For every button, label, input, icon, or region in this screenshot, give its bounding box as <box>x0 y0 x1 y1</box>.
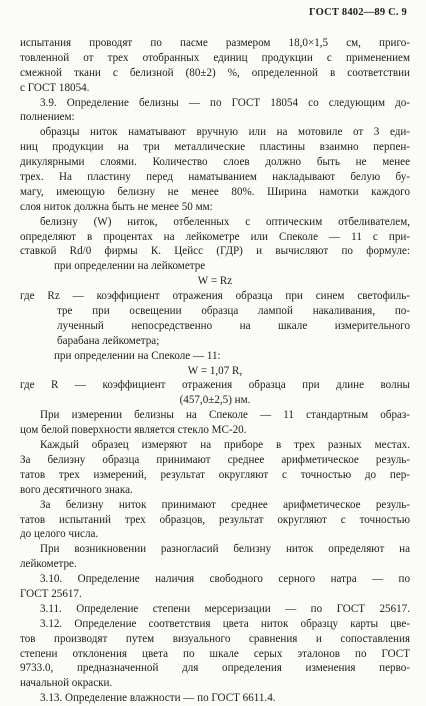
text-line: 3.10. Определение наличия свободного серного натра — по <box>40 573 410 586</box>
text-line: W = 1,07 R, <box>187 364 243 377</box>
text-line: цом белой поверхности является стекло МС-20. <box>20 424 247 437</box>
text-line: татов испытаний трех образцов, результат округляют с точностью <box>20 513 410 526</box>
text-line: где Rz — коэффициент отражения образца при синем светофиль- <box>20 290 410 303</box>
page-header: ГОСТ 8402—89 С. 9 <box>308 7 407 18</box>
text-line: 3.12. Определение соответствия цвета ниток образцу карты цве- <box>40 617 410 630</box>
text-line: 3.11. Определение степени мерсеризации — по ГОСТ 25617. <box>40 602 410 615</box>
text-line: белизну (W) ниток, отбеленных с оптическим отбеливателем, <box>40 215 410 228</box>
text-line: при определении на Спеколе — 11: <box>54 349 221 362</box>
text-line: татов трех измерений, результат округляют с точностью до пер- <box>20 468 410 481</box>
text-line: ГОСТ 25617. <box>20 587 82 600</box>
text-line: при определении на лейкометре <box>54 260 206 273</box>
text-line: дикулярными слоями. Количество слоев должно быть не менее <box>20 156 410 169</box>
text-line: лученный непосредственно на шкале измерительного <box>57 319 410 332</box>
text-line: лейкометре. <box>20 558 77 571</box>
text-line: тре при освещении образца лампой накаливания, по- <box>57 305 410 318</box>
text-line: ставкой Rd/0 фирмы К. Цейсс (ГДР) и вычисляют по формуле: <box>20 245 410 258</box>
text-line: За белизну образца принимают среднее арифметическое резуль- <box>20 453 410 466</box>
text-line: определяют в процентах на лейкометре или Спеколе — 11 с при- <box>20 230 410 243</box>
text-line: полнением: <box>20 111 75 124</box>
text-line: до целого числа. <box>20 528 99 541</box>
text-line: W = Rz <box>197 275 233 288</box>
body-text <box>20 36 410 706</box>
text-line: тов производят путем визуального сравнения и сопоставления <box>20 632 410 645</box>
text-line: 3.9. Определение белизны — по ГОСТ 18054 со следующим до- <box>40 96 410 109</box>
text-line: образцы ниток наматывают вручную или на мотовиле от 3 еди- <box>40 126 410 139</box>
text-line: За белизну ниток принимают среднее арифметическое резуль- <box>40 498 410 511</box>
text-line: 3.13. Определение влажности — по ГОСТ 6611.4. <box>40 692 276 705</box>
text-line: где R — коэффициент отражения образца при длине волны <box>20 379 410 392</box>
text-line: барабана лейкометра; <box>57 334 160 347</box>
text-line: товленной от трех отобранных единиц продукции с применением <box>20 51 410 64</box>
text-line: испытания проводят по пасме размером 18,0×1,5 см, приго- <box>20 37 410 49</box>
text-line: трех. На пластину перед наматыванием накладывают белую бу- <box>20 171 410 184</box>
text-line: смежной ткани с белизной (80±2) %, определенной в соответствии <box>20 66 410 79</box>
text-line: с ГОСТ 18054. <box>20 81 90 94</box>
text-line: слоя ниток должна быть не менее 50 мм: <box>20 200 213 213</box>
text-line: ниц продукции на три металлические пластины взаимно перпен- <box>20 141 410 154</box>
text-line: (457,0±2,5) нм. <box>179 394 251 407</box>
text-line: магу, имеющую белизну не менее 80%. Ширина намотки каждого <box>20 185 410 198</box>
text-line: начальной окраски. <box>20 677 113 690</box>
text-line: При возникновении разногласий белизну ниток определяют на <box>40 543 410 556</box>
text-line: Каждый образец измеряют на приборе в трех разных местах. <box>40 439 410 452</box>
text-line: 9733.0, предназначенной для определения изменения перво- <box>20 662 410 675</box>
text-line: степени отклонения цвета по шкале серых эталонов по ГОСТ <box>20 647 410 660</box>
text-line: При измерении белизны на Спеколе — 11 стандартным образ- <box>40 409 410 422</box>
text-line: вого десятичного знака. <box>20 483 133 496</box>
